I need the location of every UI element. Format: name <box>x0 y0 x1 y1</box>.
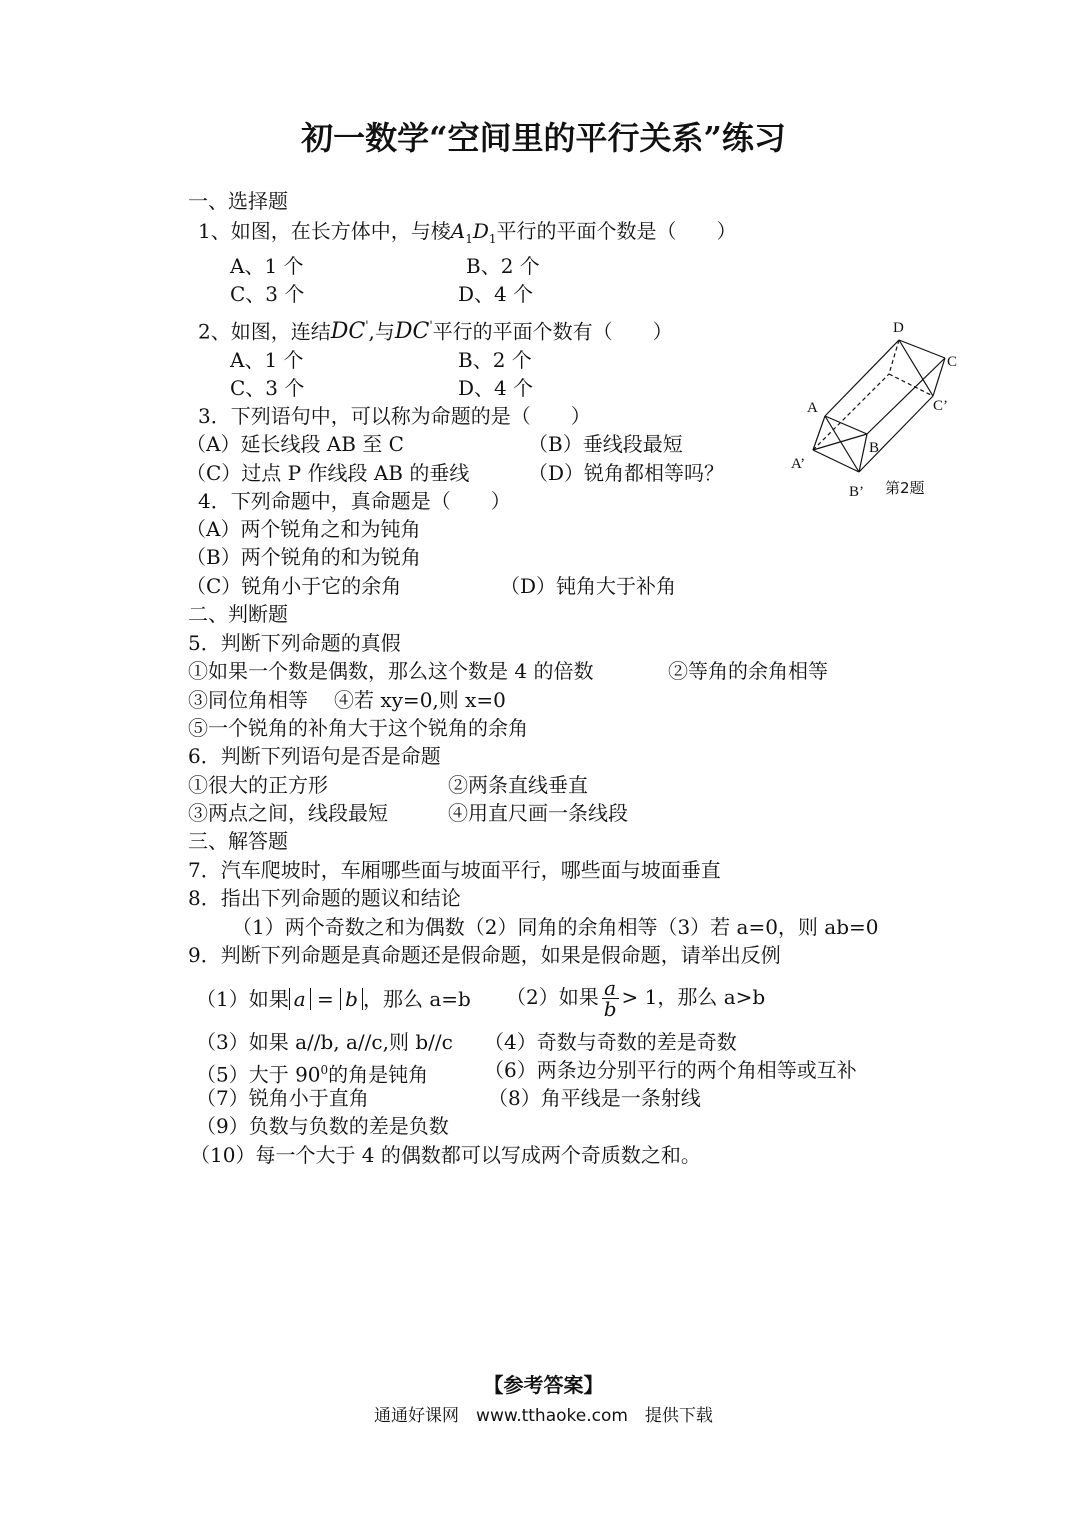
q6-item-2: ②两条直线垂直 <box>448 773 588 797</box>
q5-item-2: ②等角的余角相等 <box>668 659 828 683</box>
label-a-prime: A’ <box>791 456 806 472</box>
q5-item-3: ③同位角相等 <box>188 688 308 712</box>
q5-item-1: ①如果一个数是偶数，那么这个数是 4 的倍数 <box>188 659 594 683</box>
label-c: C <box>947 354 958 370</box>
answer-heading: 【参考答案】 <box>483 1373 604 1397</box>
q3-option-d: （D）锐角都相等吗？ <box>528 461 725 485</box>
edge-a-b <box>825 416 867 434</box>
q9-item-9: （9）负数与负数的差是负数 <box>196 1114 449 1138</box>
question-2-mid: ,与 <box>368 319 395 344</box>
question-1 <box>198 218 737 252</box>
q1-option-c: C、3 个 <box>230 282 305 306</box>
abs-a: a <box>289 988 311 1010</box>
q9-item-10: （10）每一个大于 4 的偶数都可以写成两个奇质数之和。 <box>190 1143 701 1167</box>
question-1-pre: 1、如图，在长方体中，与棱 <box>198 219 451 243</box>
q9-item-7: （7）锐角小于直角 <box>196 1086 369 1110</box>
question-4: 4．下列命题中，真命题是（ ） <box>198 489 511 513</box>
edge-bp-cp <box>859 396 933 472</box>
section-heading-answer: 三、解答题 <box>188 829 288 853</box>
q2-option-d: D、4 个 <box>458 376 534 400</box>
edge-b-bp <box>859 434 867 472</box>
q9-item-2: （2）如果 $\frac{a}{b}$ > 1，那么 a>b <box>506 976 766 1021</box>
q4-option-c: （C）锐角小于它的余角 <box>186 574 402 598</box>
fraction-a-over-b: $\frac{a}{b}$ <box>603 976 617 1021</box>
figure-caption: 第2题 <box>885 479 925 497</box>
footer-credit: 通通好课网 www.tthaoke.com 提供下载 <box>374 1406 713 1426</box>
q1-option-a: A、1 个 <box>230 254 304 278</box>
segment-dc-prime-1: DC' <box>330 319 369 345</box>
q9-item-8: （8）角平线是一条射线 <box>488 1086 701 1110</box>
question-3: 3．下列语句中，可以称为命题的是（ ） <box>198 404 591 428</box>
q4-option-a: （A）两个锐角之和为钝角 <box>186 517 421 541</box>
edge-d-a <box>825 340 899 416</box>
segment-ap-b <box>813 434 867 450</box>
question-2-post: 平行的平面个数有（ ） <box>432 319 673 344</box>
label-c-prime: C’ <box>933 398 948 414</box>
q5-item-4: ④若 xy=0,则 x=0 <box>334 688 506 712</box>
q1-option-d: D、4 个 <box>458 282 534 306</box>
q1-option-b: B、2 个 <box>466 254 540 278</box>
q6-item-3: ③两点之间，线段最短 <box>188 801 388 825</box>
q3-option-b: （B）垂线段最短 <box>528 432 683 456</box>
q9-item-6: （6）两条边分别平行的两个角相等或互补 <box>484 1058 857 1082</box>
section-heading-choice: 一、选择题 <box>188 189 288 213</box>
q9-item-3: （3）如果 a//b, a//c,则 b//c <box>196 1030 453 1054</box>
question-8: 8．指出下列命题的题议和结论 <box>188 886 461 910</box>
q6-item-4: ④用直尺画一条线段 <box>448 801 628 825</box>
segment-dc-prime-2: DC' <box>394 319 433 345</box>
q9-item-5: （5）大于 $90^0$的角是钝角 <box>196 1062 429 1087</box>
q5-item-5: ⑤一个锐角的补角大于这个锐角的余角 <box>188 716 528 740</box>
q2-option-c: C、3 个 <box>230 376 305 400</box>
label-a: A <box>807 400 818 416</box>
q8-items: （1）两个奇数之和为偶数（2）同角的余角相等（3）若 a=0，则 ab=0 <box>232 915 879 939</box>
question-7: 7．汽车爬坡时，车厢哪些面与坡面平行，哪些面与坡面垂直 <box>188 858 721 882</box>
edge-a-ap <box>813 416 825 450</box>
q3-option-c: （C）过点 P 作线段 AB 的垂线 <box>186 461 470 485</box>
q2-option-a: A、1 个 <box>230 348 304 372</box>
question-5: 5．判断下列命题的真假 <box>188 631 401 655</box>
question-6: 6．判断下列语句是否是命题 <box>188 744 441 768</box>
q6-item-1: ①很大的正方形 <box>188 773 328 797</box>
q4-option-b: （B）两个锐角的和为锐角 <box>186 545 421 569</box>
q9-item-4: （4）奇数与奇数的差是奇数 <box>484 1030 737 1054</box>
edge-d-c <box>899 340 945 358</box>
edge-a1d1: $A_1D_1$ <box>450 219 497 246</box>
section-heading-judge: 二、判断题 <box>188 602 288 626</box>
label-b: B <box>869 440 880 456</box>
q9-item-1: （1）如果 a = b ，那么 a=b <box>196 987 471 1011</box>
q4-option-d: （D）钝角大于补角 <box>500 574 677 598</box>
cuboid-figure <box>785 312 975 512</box>
q3-option-a: （A）延长线段 AB 至 C <box>186 432 404 456</box>
question-2-pre: 2、如图，连结 <box>198 319 331 344</box>
abs-b: b <box>340 988 363 1010</box>
label-d: D <box>893 320 904 336</box>
label-b-prime: B’ <box>849 484 864 500</box>
question-2 <box>198 313 673 345</box>
q2-option-b: B、2 个 <box>458 348 532 372</box>
question-1-post: 平行的平面个数是（ ） <box>496 219 737 243</box>
question-9: 9．判断下列命题是真命题还是假命题，如果是假命题，请举出反例 <box>188 943 781 967</box>
page-title: 初一数学“空间里的平行关系”练习 <box>301 119 786 157</box>
